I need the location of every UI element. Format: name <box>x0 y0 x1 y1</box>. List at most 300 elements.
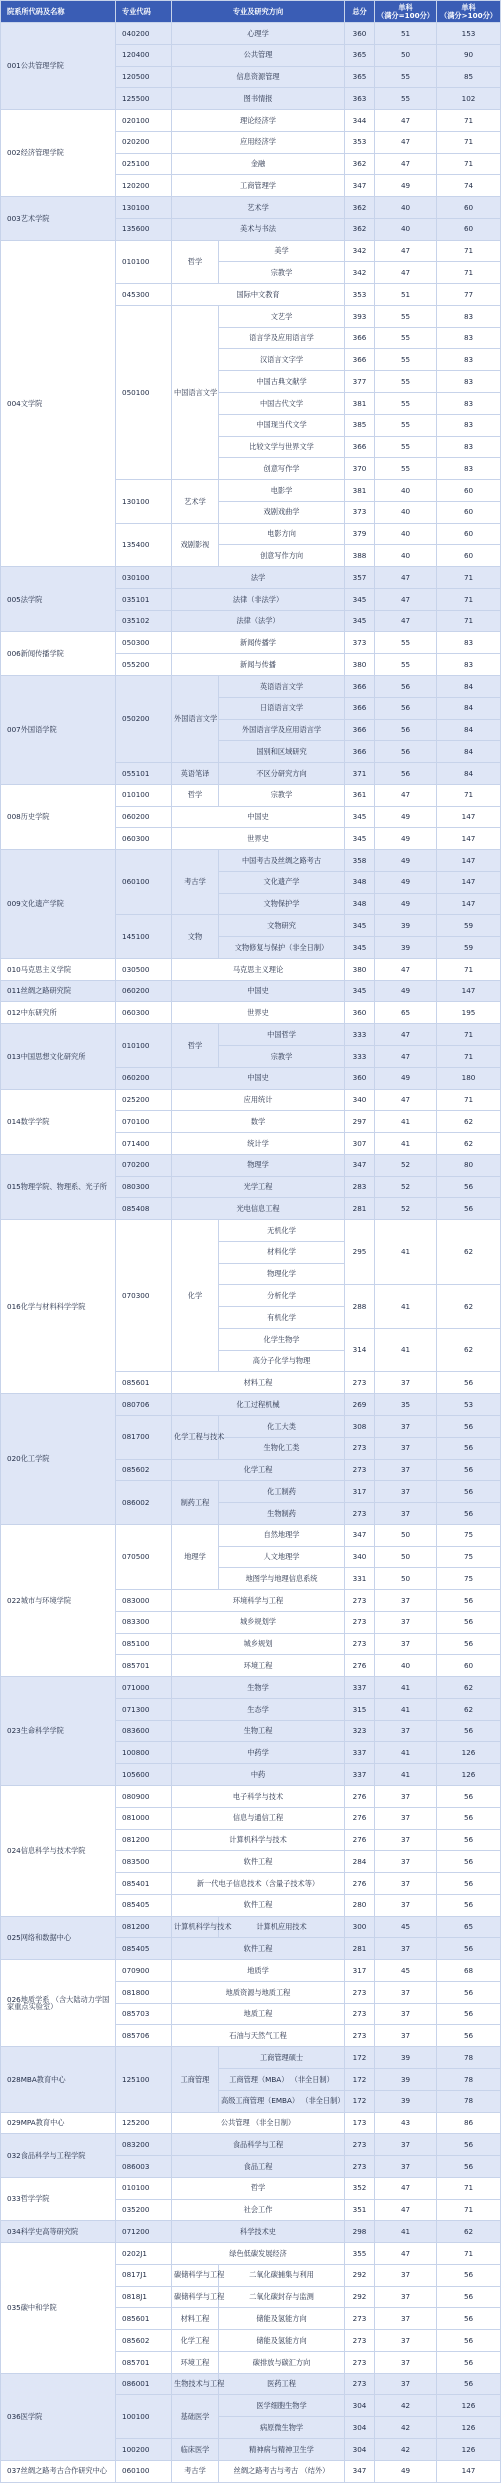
single-score-over-100: 56 <box>437 2264 501 2286</box>
single-score-100: 41 <box>375 1764 437 1786</box>
college-cell: 026地质学系 （含大陆动力学国家重点实验室） <box>1 1960 116 2047</box>
code-cell: 086001 <box>116 2373 172 2395</box>
total-score: 276 <box>345 1786 375 1808</box>
single-score-over-100: 71 <box>437 567 501 589</box>
single-score-over-100: 71 <box>437 588 501 610</box>
total-score: 276 <box>345 1807 375 1829</box>
table-row <box>1 1960 501 1982</box>
single-score-over-100: 71 <box>437 2243 501 2265</box>
total-score: 373 <box>345 632 375 654</box>
single-score-100: 49 <box>375 850 437 872</box>
single-score-100: 47 <box>375 2177 437 2199</box>
direction-cell: 法律（法学） <box>172 610 345 632</box>
direction-cell: 中国考古及丝绸之路考古 <box>219 850 345 872</box>
single-score-100: 37 <box>375 2264 437 2286</box>
single-score-100: 37 <box>375 2308 437 2330</box>
direction-cell: 生物学 <box>172 1677 345 1699</box>
single-score-over-100: 56 <box>437 2156 501 2178</box>
category-cell: 生物技术与工程 <box>172 2373 219 2395</box>
single-score-100: 37 <box>375 1503 437 1525</box>
single-score-over-100: 86 <box>437 2112 501 2134</box>
total-score: 273 <box>345 2308 375 2330</box>
direction-cell: 中国史 <box>172 1067 345 1089</box>
single-score-over-100: 56 <box>437 2003 501 2025</box>
single-score-100: 40 <box>375 480 437 502</box>
single-score-100: 37 <box>375 1807 437 1829</box>
single-score-over-100: 62 <box>437 1133 501 1155</box>
code-cell: 025200 <box>116 1089 172 1111</box>
total-score: 292 <box>345 2286 375 2308</box>
total-score: 173 <box>345 2112 375 2134</box>
single-score-over-100: 77 <box>437 284 501 306</box>
total-score: 366 <box>345 349 375 371</box>
code-cell: 055200 <box>116 654 172 676</box>
table-row <box>1 1089 501 1111</box>
code-cell: 071300 <box>116 1698 172 1720</box>
table-row <box>1 23 501 45</box>
single-score-100: 47 <box>375 1024 437 1046</box>
total-score: 377 <box>345 371 375 393</box>
category-cell: 化学工程 <box>172 2330 219 2352</box>
college-cell: 002经济管理学院 <box>1 110 116 197</box>
single-score-over-100: 83 <box>437 393 501 415</box>
category-cell: 制药工程 <box>172 1481 219 1525</box>
code-cell: 035102 <box>116 610 172 632</box>
header-total: 总分 <box>345 1 375 23</box>
college-cell: 022城市与环境学院 <box>1 1524 116 1676</box>
direction-cell: 自然地理学 <box>219 1524 345 1546</box>
single-score-100: 37 <box>375 1829 437 1851</box>
total-score: 283 <box>345 1176 375 1198</box>
college-cell: 015物理学院、物理系、光子所 <box>1 1154 116 1219</box>
single-score-100: 55 <box>375 414 437 436</box>
direction-cell: 图书情报 <box>172 88 345 110</box>
total-score: 304 <box>345 2417 375 2439</box>
single-score-over-100: 195 <box>437 1002 501 1024</box>
total-score: 363 <box>345 88 375 110</box>
direction-cell: 理论经济学 <box>172 110 345 132</box>
single-score-over-100: 71 <box>437 240 501 262</box>
direction-cell: 分析化学 <box>219 1285 345 1307</box>
total-score: 348 <box>345 893 375 915</box>
single-score-over-100: 102 <box>437 88 501 110</box>
direction-cell: 医学细胞生物学 <box>219 2395 345 2417</box>
direction-cell: 光学工程 <box>172 1176 345 1198</box>
code-cell: 081800 <box>116 1981 172 2003</box>
single-score-100: 37 <box>375 1894 437 1916</box>
single-score-100: 47 <box>375 588 437 610</box>
total-score: 337 <box>345 1742 375 1764</box>
direction-cell: 无机化学 <box>219 1220 345 1242</box>
table-row <box>1 2047 501 2069</box>
single-score-over-100: 71 <box>437 1089 501 1111</box>
direction-cell: 材料化学 <box>219 1241 345 1263</box>
direction-cell: 地质资源与地质工程 <box>172 1981 345 2003</box>
single-score-over-100: 59 <box>437 937 501 959</box>
total-score: 315 <box>345 1698 375 1720</box>
single-score-100: 52 <box>375 1198 437 1220</box>
single-score-over-100: 75 <box>437 1524 501 1546</box>
direction-cell: 化工制药 <box>219 1481 345 1503</box>
single-score-100: 41 <box>375 2221 437 2243</box>
direction-cell: 哲学 <box>172 2177 345 2199</box>
total-score: 362 <box>345 153 375 175</box>
direction-cell: 科学技术史 <box>172 2221 345 2243</box>
single-score-over-100: 56 <box>437 1372 501 1394</box>
single-score-100: 43 <box>375 2112 437 2134</box>
category-cell: 考古学 <box>172 2460 219 2482</box>
code-cell: 086002 <box>116 1481 172 1525</box>
total-score: 380 <box>345 654 375 676</box>
single-score-over-100: 78 <box>437 2090 501 2112</box>
single-score-over-100: 84 <box>437 675 501 697</box>
code-cell: 083000 <box>116 1590 172 1612</box>
direction-cell: 食品工程 <box>172 2156 345 2178</box>
total-score: 381 <box>345 393 375 415</box>
total-score: 269 <box>345 1394 375 1416</box>
college-cell: 035碳中和学院 <box>1 2243 116 2374</box>
single-score-100: 39 <box>375 2090 437 2112</box>
table-row <box>1 850 501 872</box>
direction-cell: 城乡规划 <box>172 1633 345 1655</box>
college-cell: 001公共管理学院 <box>1 23 116 110</box>
college-cell: 008历史学院 <box>1 784 116 849</box>
single-score-over-100: 60 <box>437 480 501 502</box>
single-score-over-100: 56 <box>437 2025 501 2047</box>
single-score-over-100: 56 <box>437 1459 501 1481</box>
code-cell: 010100 <box>116 784 172 806</box>
single-score-over-100: 62 <box>437 1677 501 1699</box>
total-score: 284 <box>345 1851 375 1873</box>
code-cell: 085405 <box>116 1894 172 1916</box>
code-cell: 060200 <box>116 1067 172 1089</box>
single-score-over-100: 62 <box>437 1328 501 1372</box>
total-score: 373 <box>345 501 375 523</box>
code-cell: 0818J1 <box>116 2286 172 2308</box>
college-cell: 029MPA教育中心 <box>1 2112 116 2134</box>
single-score-over-100: 126 <box>437 1742 501 1764</box>
total-score: 366 <box>345 719 375 741</box>
direction-cell: 中国史 <box>172 806 345 828</box>
single-score-100: 51 <box>375 284 437 306</box>
single-score-100: 39 <box>375 2068 437 2090</box>
total-score: 358 <box>345 850 375 872</box>
direction-cell: 世界史 <box>172 1002 345 1024</box>
single-score-over-100: 83 <box>437 305 501 327</box>
code-cell: 020100 <box>116 110 172 132</box>
single-score-over-100: 83 <box>437 349 501 371</box>
direction-cell: 创意写作学 <box>219 458 345 480</box>
single-score-over-100: 83 <box>437 632 501 654</box>
direction-cell: 化学工程 <box>172 1459 345 1481</box>
total-score: 281 <box>345 1938 375 1960</box>
direction-cell: 石油与天然气工程 <box>172 2025 345 2047</box>
single-score-100: 55 <box>375 88 437 110</box>
code-cell: 060200 <box>116 806 172 828</box>
single-score-100: 42 <box>375 2417 437 2439</box>
single-score-over-100: 83 <box>437 414 501 436</box>
header-single-100: 单科 （满分=100分） <box>375 1 437 23</box>
single-score-100: 37 <box>375 1938 437 1960</box>
direction-cell: 美学 <box>219 240 345 262</box>
total-score: 348 <box>345 871 375 893</box>
direction-cell: 数学 <box>172 1111 345 1133</box>
single-score-over-100: 65 <box>437 1916 501 1938</box>
single-score-100: 55 <box>375 654 437 676</box>
total-score: 273 <box>345 1503 375 1525</box>
code-cell: 085601 <box>116 2308 172 2330</box>
code-cell: 050300 <box>116 632 172 654</box>
direction-cell: 光电信息工程 <box>172 1198 345 1220</box>
category-cell: 基础医学 <box>172 2395 219 2439</box>
header-name: 专业及研究方向 <box>172 1 345 23</box>
single-score-over-100: 83 <box>437 654 501 676</box>
total-score: 352 <box>345 2177 375 2199</box>
code-cell: 135400 <box>116 523 172 567</box>
total-score: 298 <box>345 2221 375 2243</box>
total-score: 331 <box>345 1568 375 1590</box>
total-score: 273 <box>345 1437 375 1459</box>
category-cell: 计算机科学与技术 <box>172 1916 219 1938</box>
single-score-100: 49 <box>375 2460 437 2482</box>
total-score: 273 <box>345 2134 375 2156</box>
direction-cell: 电子科学与技术 <box>172 1786 345 1808</box>
direction-cell: 宗教学 <box>219 784 345 806</box>
code-cell: 083500 <box>116 1851 172 1873</box>
total-score: 273 <box>345 2351 375 2373</box>
code-cell: 081000 <box>116 1807 172 1829</box>
college-cell: 033哲学学院 <box>1 2177 116 2221</box>
college-cell: 036医学院 <box>1 2373 116 2460</box>
total-score: 370 <box>345 458 375 480</box>
total-score: 345 <box>345 915 375 937</box>
code-cell: 010100 <box>116 2177 172 2199</box>
single-score-100: 56 <box>375 741 437 763</box>
category-cell: 地理学 <box>172 1524 219 1589</box>
single-score-100: 47 <box>375 1045 437 1067</box>
total-score: 273 <box>345 2156 375 2178</box>
college-cell: 028MBA教育中心 <box>1 2047 116 2112</box>
direction-cell: 绿色低碳发展经济 <box>172 2243 345 2265</box>
code-cell: 030500 <box>116 958 172 980</box>
single-score-100: 47 <box>375 262 437 284</box>
single-score-100: 47 <box>375 2199 437 2221</box>
direction-cell: 碳排放与碳汇方向 <box>219 2351 345 2373</box>
direction-cell: 国际中文教育 <box>172 284 345 306</box>
direction-cell: 储能及氢能方向 <box>219 2308 345 2330</box>
single-score-100: 37 <box>375 2025 437 2047</box>
code-cell: 085408 <box>116 1198 172 1220</box>
table-row <box>1 1677 501 1699</box>
single-score-100: 49 <box>375 175 437 197</box>
single-score-100: 49 <box>375 806 437 828</box>
table-row <box>1 2373 501 2395</box>
code-cell: 085405 <box>116 1938 172 1960</box>
college-cell: 006新闻传播学院 <box>1 632 116 676</box>
total-score: 353 <box>345 284 375 306</box>
code-cell: 080900 <box>116 1786 172 1808</box>
single-score-100: 55 <box>375 371 437 393</box>
single-score-over-100: 71 <box>437 958 501 980</box>
college-cell: 032食品科学与工程学院 <box>1 2134 116 2178</box>
direction-cell: 软件工程 <box>172 1938 345 1960</box>
single-score-100: 45 <box>375 1916 437 1938</box>
total-score: 172 <box>345 2090 375 2112</box>
single-score-100: 50 <box>375 1546 437 1568</box>
single-score-over-100: 83 <box>437 327 501 349</box>
single-score-100: 55 <box>375 393 437 415</box>
single-score-100: 37 <box>375 1372 437 1394</box>
single-score-100: 65 <box>375 1002 437 1024</box>
single-score-100: 41 <box>375 1742 437 1764</box>
total-score: 172 <box>345 2068 375 2090</box>
direction-cell: 世界史 <box>172 828 345 850</box>
direction-cell: 人文地理学 <box>219 1546 345 1568</box>
single-score-over-100: 74 <box>437 175 501 197</box>
single-score-over-100: 56 <box>437 1851 501 1873</box>
single-score-over-100: 56 <box>437 1873 501 1895</box>
single-score-100: 37 <box>375 2330 437 2352</box>
direction-cell: 中国史 <box>172 980 345 1002</box>
direction-cell: 中国古代文学 <box>219 393 345 415</box>
single-score-over-100: 84 <box>437 697 501 719</box>
table-row <box>1 958 501 980</box>
direction-cell: 有机化学 <box>219 1307 345 1329</box>
single-score-over-100: 60 <box>437 523 501 545</box>
single-score-100: 37 <box>375 1786 437 1808</box>
direction-cell: 语言学及应用语言学 <box>219 327 345 349</box>
single-score-over-100: 80 <box>437 1154 501 1176</box>
single-score-over-100: 84 <box>437 741 501 763</box>
table-row <box>1 1002 501 1024</box>
total-score: 288 <box>345 1285 375 1329</box>
total-score: 366 <box>345 697 375 719</box>
code-cell: 085701 <box>116 1655 172 1677</box>
direction-cell: 宗教学 <box>219 262 345 284</box>
single-score-100: 39 <box>375 2047 437 2069</box>
table-row <box>1 2221 501 2243</box>
code-cell: 0817J1 <box>116 2264 172 2286</box>
code-cell: 125200 <box>116 2112 172 2134</box>
category-cell: 碳储科学与工程 <box>172 2286 219 2308</box>
direction-cell: 文物保护学 <box>219 893 345 915</box>
total-score: 172 <box>345 2047 375 2069</box>
total-score: 353 <box>345 131 375 153</box>
total-score: 345 <box>345 806 375 828</box>
table-row <box>1 110 501 132</box>
code-cell: 080706 <box>116 1394 172 1416</box>
single-score-over-100: 56 <box>437 1807 501 1829</box>
single-score-over-100: 60 <box>437 501 501 523</box>
code-cell: 105600 <box>116 1764 172 1786</box>
category-cell: 哲学 <box>172 240 219 284</box>
single-score-100: 47 <box>375 131 437 153</box>
category-cell: 戏剧影视 <box>172 523 219 567</box>
single-score-over-100: 71 <box>437 784 501 806</box>
direction-cell: 汉语言文字学 <box>219 349 345 371</box>
single-score-100: 55 <box>375 458 437 480</box>
single-score-100: 41 <box>375 1698 437 1720</box>
total-score: 366 <box>345 327 375 349</box>
code-cell: 060200 <box>116 980 172 1002</box>
table-row <box>1 2460 501 2482</box>
code-cell: 120400 <box>116 44 172 66</box>
direction-cell: 二氧化碳捕集与利用 <box>219 2264 345 2286</box>
college-cell: 005法学院 <box>1 567 116 632</box>
table-row <box>1 632 501 654</box>
single-score-over-100: 56 <box>437 1720 501 1742</box>
direction-cell: 新一代电子信息技术（含量子技术等） <box>172 1873 345 1895</box>
code-cell: 060100 <box>116 850 172 915</box>
direction-cell: 新闻传播学 <box>172 632 345 654</box>
single-score-100: 37 <box>375 1873 437 1895</box>
single-score-over-100: 62 <box>437 1698 501 1720</box>
single-score-over-100: 83 <box>437 436 501 458</box>
table-row <box>1 240 501 262</box>
single-score-over-100: 62 <box>437 1285 501 1329</box>
total-score: 340 <box>345 1546 375 1568</box>
total-score: 317 <box>345 1960 375 1982</box>
total-score: 362 <box>345 218 375 240</box>
single-score-100: 47 <box>375 110 437 132</box>
direction-cell: 生物制药 <box>219 1503 345 1525</box>
category-cell: 工商管理 <box>172 2047 219 2112</box>
single-score-100: 41 <box>375 1111 437 1133</box>
category-cell: 环境工程 <box>172 2351 219 2373</box>
code-cell: 135600 <box>116 218 172 240</box>
table-row <box>1 1024 501 1046</box>
single-score-over-100: 71 <box>437 131 501 153</box>
single-score-100: 37 <box>375 2373 437 2395</box>
direction-cell: 环境科学与工程 <box>172 1590 345 1612</box>
total-score: 342 <box>345 262 375 284</box>
single-score-100: 47 <box>375 784 437 806</box>
single-score-over-100: 78 <box>437 2068 501 2090</box>
single-score-over-100: 71 <box>437 610 501 632</box>
college-cell: 013中国思想文化研究所 <box>1 1024 116 1089</box>
single-score-over-100: 71 <box>437 1045 501 1067</box>
college-cell: 014数学学院 <box>1 1089 116 1154</box>
code-cell: 085602 <box>116 2330 172 2352</box>
total-score: 337 <box>345 1764 375 1786</box>
direction-cell: 公共管理 （非全日制） <box>172 2112 345 2134</box>
code-cell: 060100 <box>116 2460 172 2482</box>
category-cell: 考古学 <box>172 850 219 915</box>
single-score-over-100: 56 <box>437 1981 501 2003</box>
table-row <box>1 784 501 806</box>
code-cell: 071400 <box>116 1133 172 1155</box>
table-row <box>1 1916 501 1938</box>
total-score: 342 <box>345 240 375 262</box>
single-score-over-100: 56 <box>437 2330 501 2352</box>
direction-cell: 工商管理硕士 <box>219 2047 345 2069</box>
single-score-100: 37 <box>375 1459 437 1481</box>
direction-cell: 生物工程 <box>172 1720 345 1742</box>
direction-cell: 金融 <box>172 153 345 175</box>
code-cell: 070200 <box>116 1154 172 1176</box>
single-score-over-100: 71 <box>437 2199 501 2221</box>
single-score-100: 41 <box>375 1220 437 1285</box>
college-cell: 025网络和数据中心 <box>1 1916 116 1960</box>
single-score-over-100: 90 <box>437 44 501 66</box>
single-score-over-100: 126 <box>437 2395 501 2417</box>
table-header <box>1 1 501 23</box>
category-cell: 化学 <box>172 1220 219 1372</box>
single-score-over-100: 153 <box>437 23 501 45</box>
direction-cell: 计算机应用技术 <box>219 1916 345 1938</box>
college-cell: 034科学史高等研究院 <box>1 2221 116 2243</box>
single-score-over-100: 53 <box>437 1394 501 1416</box>
